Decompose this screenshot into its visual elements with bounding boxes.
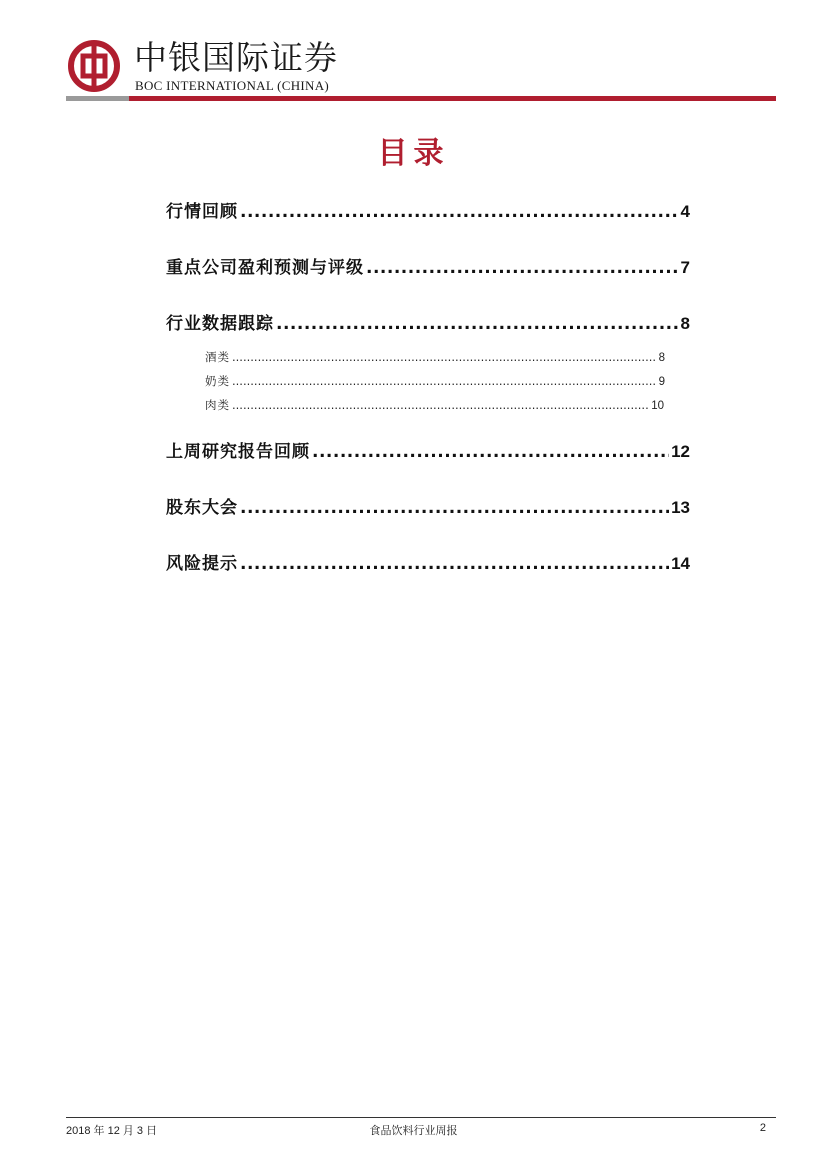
toc-entry-label: 股东大会: [166, 498, 238, 518]
toc-entry-label: 上周研究报告回顾: [166, 442, 310, 462]
toc-entry[interactable]: [166, 309, 690, 334]
toc-entry-label: 行情回顾: [166, 202, 238, 222]
toc-subentry-page: 8: [658, 352, 665, 364]
toc-leader: [240, 202, 679, 222]
brand-name-chinese: 中银国际证券: [134, 38, 338, 77]
toc-entry-page: 7: [680, 258, 690, 277]
toc-leader: [312, 442, 669, 462]
toc-subentry-label: 酒类: [205, 350, 230, 364]
toc-subentry[interactable]: [205, 349, 665, 365]
toc-leader: [240, 498, 669, 518]
toc-entry-page: 4: [680, 202, 690, 221]
footer-rule: [66, 1117, 776, 1118]
toc-subentry[interactable]: [205, 397, 664, 413]
toc-leader: [232, 374, 657, 388]
toc-entry-page: 12: [671, 442, 690, 461]
footer-date: 2018 年 12 月 3 日: [66, 1125, 158, 1137]
toc-leader: [232, 398, 649, 412]
footer-page-number: 2: [759, 1122, 766, 1134]
header-rule-red: [129, 96, 776, 101]
toc-entry[interactable]: [166, 253, 690, 278]
toc-entry-page: 14: [671, 554, 690, 573]
toc-title: 目录: [377, 136, 450, 171]
boc-logo-icon: [68, 40, 120, 92]
toc-leader: [366, 258, 679, 278]
toc-entry[interactable]: [166, 197, 690, 222]
toc-entry-label: 行业数据跟踪: [166, 314, 274, 334]
toc-subentry-label: 肉类: [205, 398, 230, 412]
toc-entry[interactable]: [166, 493, 690, 518]
page-header: [66, 36, 776, 102]
toc-entry-label: 重点公司盈利预测与评级: [166, 258, 364, 278]
toc-leader: [276, 314, 679, 334]
toc-leader: [240, 554, 669, 574]
brand-name-english: BOC INTERNATIONAL (CHINA): [135, 78, 330, 93]
header-rule-gray: [66, 96, 129, 101]
toc-entry-page: 8: [680, 314, 690, 333]
toc-entry[interactable]: [166, 437, 690, 462]
toc-subentry[interactable]: [205, 373, 665, 389]
toc-entry-page: 13: [671, 498, 690, 517]
toc-entry[interactable]: [166, 549, 690, 574]
toc-subentry-label: 奶类: [205, 374, 230, 388]
toc-entry-label: 风险提示: [166, 554, 238, 574]
header-rule: [66, 96, 776, 101]
footer-report-name: 食品饮料行业周报: [369, 1125, 458, 1137]
toc-leader: [232, 350, 657, 364]
toc-subentry-page: 9: [658, 376, 665, 388]
toc-subentry-page: 10: [651, 400, 664, 412]
